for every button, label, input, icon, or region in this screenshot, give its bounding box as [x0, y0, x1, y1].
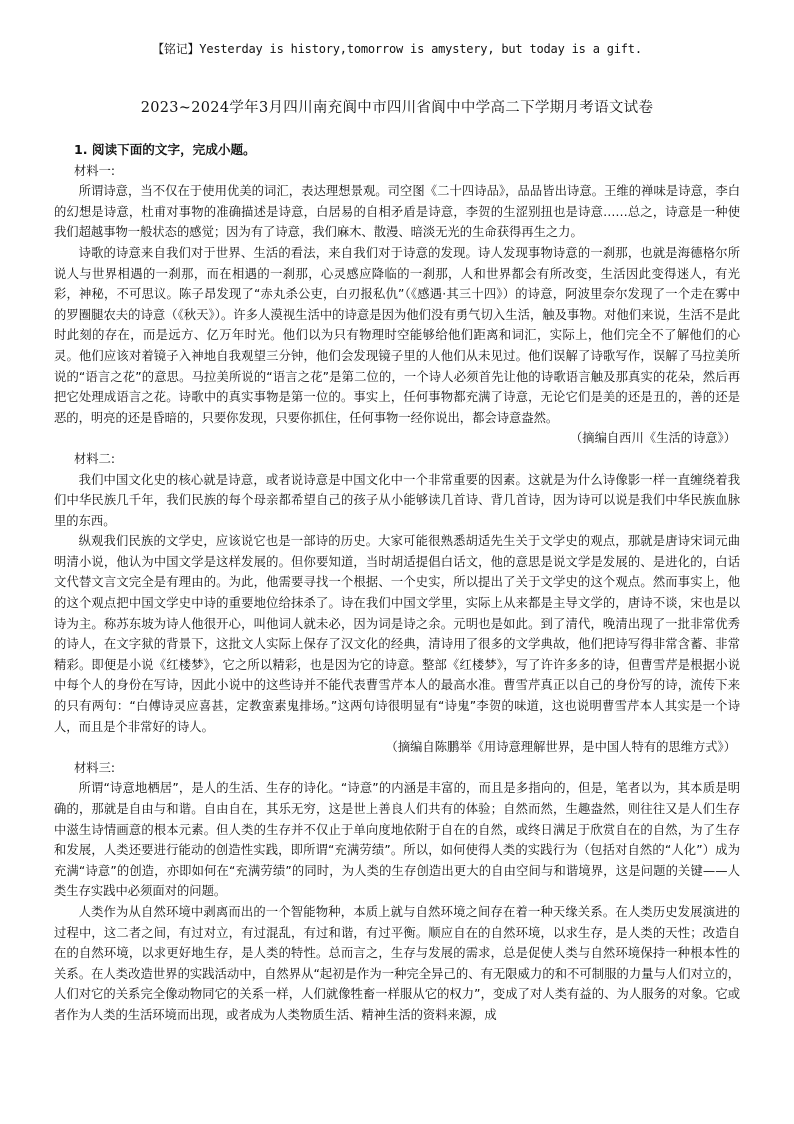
material-label: 材料三:: [74, 760, 116, 775]
material-label: 材料一:: [74, 163, 116, 178]
material-paragraph: 诗歌的诗意来自我们对于世界、生活的看法，来自我们对于诗意的发现。诗人发现事物诗意的一刹那，也就是海德格尔所说人与世界相遇的一刹那，而在相遇的一刹那，心灵感应降临的一刹那，人和世界都会有所改变，生活因此变得迷人，有光彩，神秘，不可思议。陈子昂发现了“赤丸杀公吏，白刃报私仇”（《感遇·其三十四》）的诗意，阿波里奈尔发现了一个走在雾中的罗圈腿农夫的诗意（《秋天》）。许多人漠视生活中的诗意是因为他们没有勇气切入生活，触及事物。对他们来说，生活不是此时此刻的存在，而是远方、亿万年时光。他们以为只有物理时空能够给他们距离和词汇，实际上，他们完全不了解他们的心灵。他们应该对着镜子入神地自我观望三分钟，他们会发现镜子里的人他们从未见过。他们误解了诗歌写作，误解了马拉美所说的“语言之花”的意思。马拉美所说的“语言之花”是第二位的，一个诗人必须首先让他的诗歌语言触及那真实的花朵，然后再把它处理成语言之花。诗歌中的真实事物是第一位的。事实上，任何事物都充满了诗意，无论它们是美的还是丑的，善的还是恶的，明亮的还是昏暗的，只要你发现，只要你抓住，任何事物一经你说出，都会诗意盎然。: [54, 245, 740, 425]
document-body: [54, 140, 740, 1026]
material-paragraph: 所谓“诗意地栖居”，是人的生活、生存的诗化。“诗意”的内涵是丰富的，而且是多指向的，但是，笔者以为，其本质是明确的，那就是自由与和谐。自由自在，其乐无穷，这是世上善良人们共有的体验；自然而然，生趣盎然，则往往又是人们生存中滋生诗情画意的根本元素。但人类的生存并不仅止于单向度地依附于自在的自然，或终日满足于欣赏自在的自然，为了生存和发展，人类还要进行能动的创造性实践，即所谓“充满劳绩”。所以，如何使得人类的实践行为（包括对自然的“人化”）成为充满“诗意”的创造，亦即如何在“充满劳绩”的同时，为人类的生存创造出更大的自由空间与和谐境界，这是问题的关键——人类生存实践中必须面对的问题。: [54, 781, 740, 899]
material-source: （摘编自陈鹏举《用诗意理解世界，是中国人特有的思维方式》）: [385, 740, 736, 755]
material-paragraph: 人类作为从自然环境中剥离而出的一个智能物种，本质上就与自然环境之间存在着一种天缘关系。在人类历史发展演进的过程中，这二者之间，有过对立，有过混乱，有过和谐，有过平衡。顺应自在的自然环境，以求生存，是人类的天性；改造自在的自然环境，以求更好地生存，是人类的特性。总而言之，生存与发展的需求，总是促使人类与自然环境保持一种根本性的关系。在人类改造世界的实践活动中，自然界从“起初是作为一种完全异己的、有无限威力的和不可制服的力量与人们对立的，人们对它的关系完全像动物同它的关系一样，人们就像牲畜一样服从它的权力”，变成了对人类有益的、为人服务的对象。它或者作为人类的生活环境而出现，或者成为人类物质生活、精神生活的资料来源，成: [54, 904, 740, 1022]
material-2: [54, 449, 740, 758]
material-paragraph: 所谓诗意，当不仅在于使用优美的词汇，表达理想景观。司空图《二十四诗品》，品品皆出诗意。王维的禅味是诗意，李白的幻想是诗意，杜甫对事物的准确描述是诗意，白居易的自相矛盾是诗意，李贺的生涩别扭也是诗意……总之，诗意是一种使我们超越事物一般状态的感觉；因为有了诗意，我们麻木、散漫、暗淡无光的生命获得再生之力。: [54, 184, 740, 240]
material-1: [54, 161, 740, 449]
material-label: 材料二:: [74, 451, 116, 466]
material-3: [54, 758, 740, 1026]
exam-title: 2023~2024学年3月四川南充阆中市四川省阆中中学高二下学期月考语文试卷: [140, 100, 654, 116]
question-heading: 1. 阅读下面的文字，完成小题。: [74, 142, 256, 157]
material-paragraph: 纵观我们民族的文学史，应该说它也是一部诗的历史。大家可能很熟悉胡适先生关于文学史的观点，那就是唐诗宋词元曲明清小说，他认为中国文学是这样发展的。但你要知道，当时胡适提倡白话文，他的意思是说文学是发展的、是进化的，白话文代替文言文完全是有理由的。为此，他需要寻找一个根据、一个史实，所以提出了关于文学史的这个观点。然而事实上，他的这个观点把中国文学史中诗的重要地位给抹杀了。诗在我们中国文学里，实际上从来都是主导文学的，唐诗不谈，宋也是以诗为主。称苏东坡为诗人他很开心，叫他词人就未必，因为词是诗之余。元明也是如此。到了清代，晚清出现了一批非常优秀的诗人，在文字狱的背景下，这批文人实际上保存了汉文化的经典，清诗用了很多的文学典故，他们把诗写得非常含蓄、非常精彩。即便是小说《红楼梦》，它之所以精彩，也是因为它的诗意。整部《红楼梦》，写了许许多多的诗，但曹雪芹是根据小说中每个人的身份在写诗，因此小说中的这些诗并不能代表曹雪芹本人的最高水准。曹雪芹真正以自己的身份写的诗，流传下来的只有两句：“白傅诗灵应喜甚，定教蛮素鬼排场。”这两句诗很明显有“诗鬼”李贺的味道，这也说明曹雪芹本人其实是一个诗人，而且是个非常好的诗人。: [54, 534, 740, 734]
material-source: （摘编自西川《生活的诗意》）: [569, 431, 736, 446]
motto-header: 【铭记】Yesterday is history,tomorrow is amystery, but today is a gift.: [152, 42, 642, 56]
material-paragraph: 我们中国文化史的核心就是诗意，或者说诗意是中国文化中一个非常重要的因素。这就是为什么诗像影一样一直缠绕着我们中华民族几千年，我们民族的每个母亲都希望自己的孩子从小能够读几首诗、背几首诗，因为诗可以说是我们中华民族血脉里的东西。: [54, 472, 740, 528]
